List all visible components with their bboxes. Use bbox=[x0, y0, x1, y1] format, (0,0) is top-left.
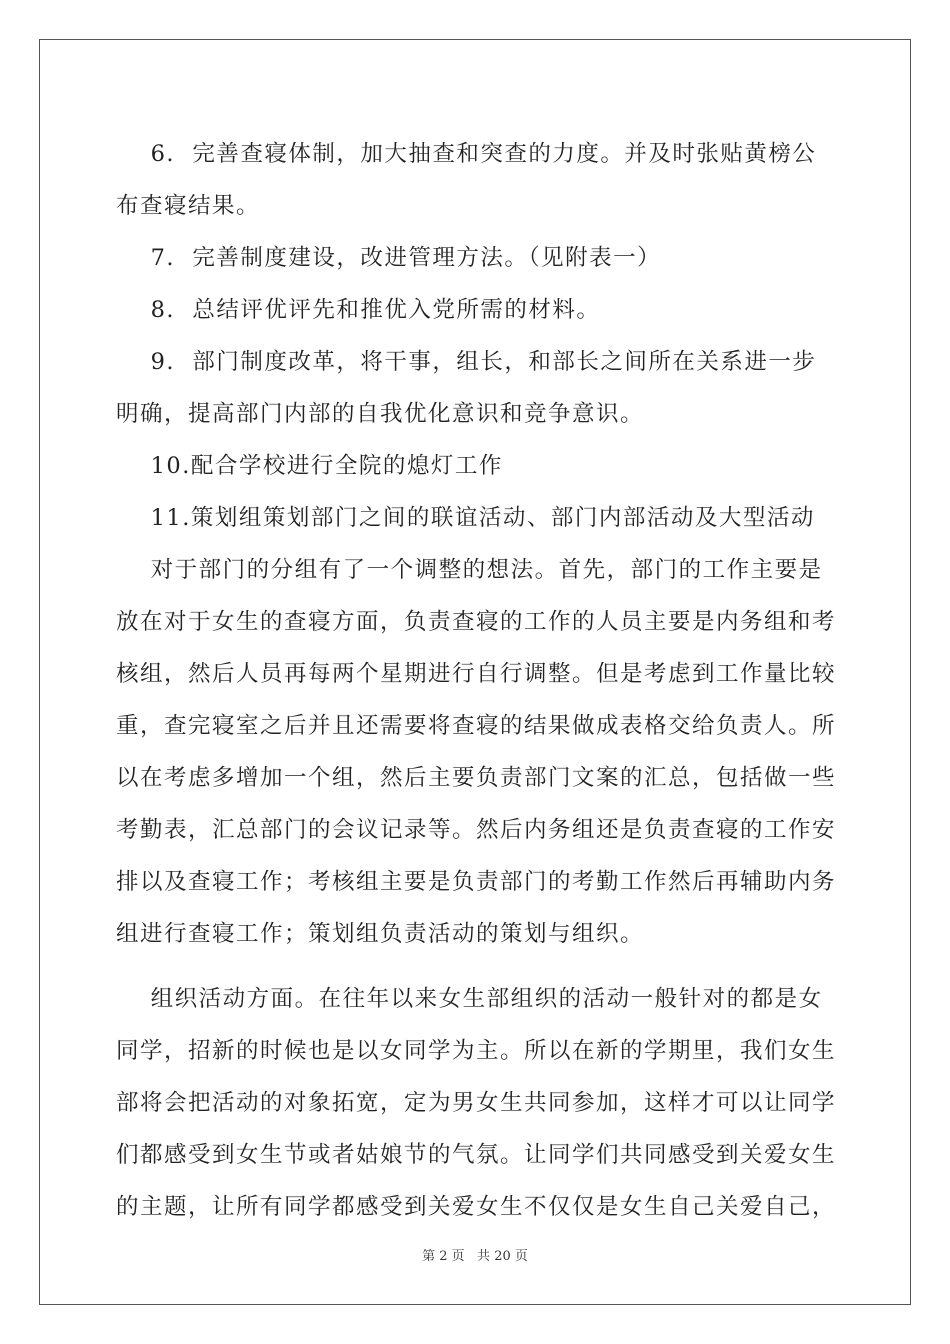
text-line: 放在对于女生的查寝方面，负责查寝的工作的人员主要是内务组和考 bbox=[116, 609, 837, 635]
text-line: 10.配合学校进行全院的熄灯工作 bbox=[116, 453, 503, 479]
document-body bbox=[116, 128, 836, 1233]
text-line: 组进行查寝工作；策划组负责活动的策划与组织。 bbox=[116, 921, 645, 947]
text-line: 部将会把活动的对象拓宽，定为男女生共同参加，这样才可以让同学 bbox=[116, 1090, 837, 1116]
text-line: 核组，然后人员再每两个星期进行自行调整。但是考虑到工作量比较 bbox=[116, 661, 837, 687]
text-line: 组织活动方面。在往年以来女生部组织的活动一般针对的都是女 bbox=[116, 986, 823, 1012]
text-line: 布查寝结果。 bbox=[116, 193, 261, 219]
text-line: 7. 完善制度建设，改进管理方法。（见附表一） bbox=[116, 245, 662, 271]
text-line: 们都感受到女生节或者姑娘节的气氛。让同学们共同感受到关爱女生 bbox=[116, 1142, 837, 1168]
text-line: 的主题，让所有同学都感受到关爱女生不仅仅是女生自己关爱自己， bbox=[116, 1194, 837, 1220]
text-line: 以在考虑多增加一个组，然后主要负责部门文案的汇总，包括做一些 bbox=[116, 765, 837, 791]
text-line: 明确，提高部门内部的自我优化意识和竞争意识。 bbox=[116, 401, 645, 427]
text-line: 对于部门的分组有了一个调整的想法。首先，部门的工作主要是 bbox=[116, 557, 823, 583]
text-line: 6. 完善查寝体制，加大抽查和突查的力度。并及时张贴黄榜公 bbox=[116, 141, 817, 167]
text-line: 9. 部门制度改革，将干事，组长，和部长之间所在关系进一步 bbox=[116, 349, 817, 375]
text-line: 11.策划组策划部门之间的联谊活动、部门内部活动及大型活动 bbox=[116, 505, 815, 531]
text-line: 8. 总结评优评先和推优入党所需的材料。 bbox=[116, 297, 601, 323]
text-line: 排以及查寝工作；考核组主要是负责部门的考勤工作然后再辅助内务 bbox=[116, 869, 837, 895]
text-line: 考勤表，汇总部门的会议记录等。然后内务组还是负责查寝的工作安 bbox=[116, 817, 837, 843]
text-line: 重，查完寝室之后并且还需要将查寝的结果做成表格交给负责人。所 bbox=[116, 713, 837, 739]
page-footer: 第 2 页 共 20 页 bbox=[422, 1249, 528, 1264]
text-line: 同学，招新的时候也是以女同学为主。所以在新的学期里，我们女生 bbox=[116, 1038, 837, 1064]
